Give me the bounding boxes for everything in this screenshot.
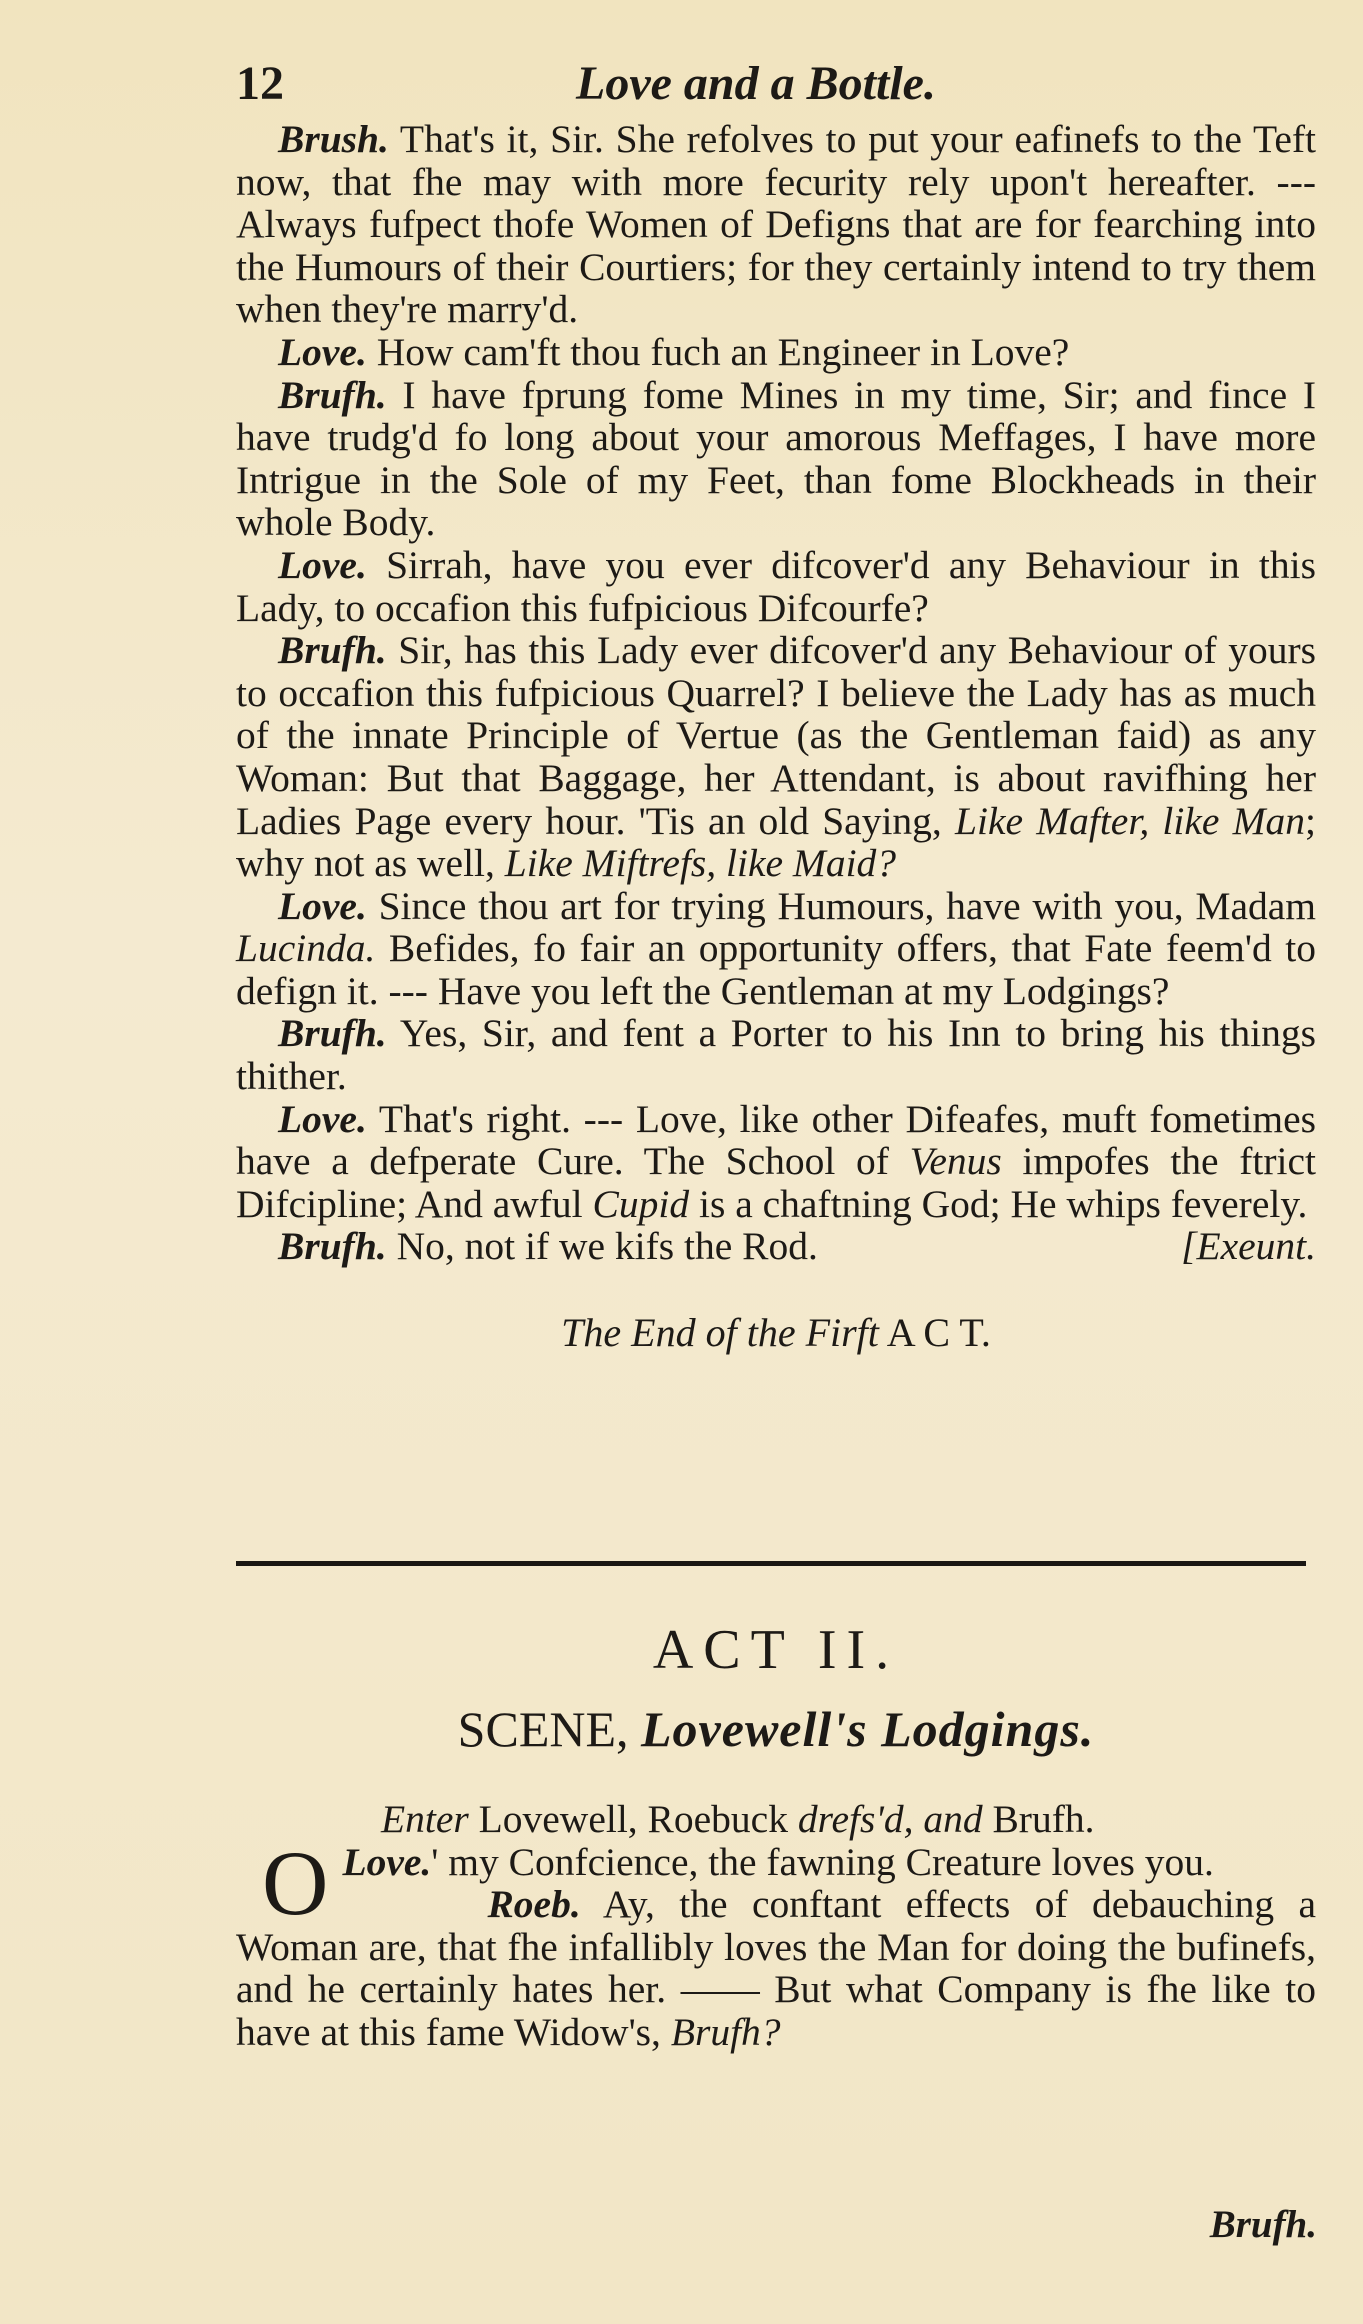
scene-location: Lovewell's Lodgings.	[641, 1701, 1095, 1757]
speech	[236, 1098, 1316, 1226]
speech-text: Since thou art for trying Humours, have with you, Madam	[366, 883, 1316, 928]
speaker-label: Love.	[342, 1839, 432, 1884]
speech-text: No, not if we kifs the Rod.	[386, 1224, 818, 1269]
stage-direction-exeunt: [Exeunt.	[1181, 1224, 1316, 1269]
italic-text: Like Mafter, like Man	[955, 798, 1306, 843]
speech-text: Brufh.	[982, 1797, 1095, 1841]
speech-roebuck	[236, 1883, 1316, 2053]
speech-text: Sir, has this Lady ever difcover'd any Behaviour of yours to occafion this fufpicious Quarrel? I believe the Lady has as much of the innate Principle of Vertue (as the Gentleman faid) as any Woman: But that Baggage, her Attendant, is about ravifhing her Ladies Page every hour. 'Tis an old Saying,	[236, 628, 1316, 843]
speech-text: impofes the ftrict Difcipline; And awful	[236, 1139, 1316, 1226]
italic-text: drefs'd, and	[797, 1797, 983, 1841]
speaker-label: Love.	[278, 329, 367, 374]
speech-text: ; why not as well,	[236, 798, 1316, 886]
page-number: 12	[236, 57, 284, 110]
speech-text: That's right. --- Love, like other Difeafes, muft fometimes have a defperate Cure. The School of	[236, 1096, 1316, 1184]
speech-text: How cam'ft thou fuch an Engineer in Love?	[366, 329, 1070, 374]
dialogue-passage-act-one	[236, 118, 1316, 1355]
speech	[236, 331, 1316, 374]
stage-direction-enter	[236, 1798, 1316, 1841]
speaker-label: Brufh.	[278, 372, 387, 417]
speech-text: is a chaftning God; He whips feverely.	[689, 1181, 1308, 1226]
running-title: Love and a Bottle.	[576, 57, 936, 110]
italic-text: Cupid	[592, 1181, 690, 1226]
speaker-label: Love.	[278, 1096, 367, 1141]
scene-prefix: SCENE,	[457, 1701, 642, 1757]
act-title: ACT II.	[652, 1619, 900, 1681]
end-of-act-line	[236, 1312, 1316, 1355]
italic-text: Lucinda.	[236, 926, 376, 971]
act-divider-rule	[236, 1561, 1306, 1566]
end-of-act-roman: A C T.	[878, 1310, 991, 1356]
speaker-label: Brufh.	[278, 1224, 387, 1269]
end-of-act-italic: The End of the Firft	[561, 1310, 879, 1356]
speech-text: Yes, Sir, and fent a Porter to his Inn to bring his things thither.	[236, 1011, 1316, 1099]
speaker-label: Brufh.	[278, 1011, 387, 1056]
scene-heading	[236, 1700, 1316, 1758]
speaker-label: Love.	[278, 883, 367, 928]
speaker-label: Brufh.	[278, 628, 387, 673]
speech-text: Befides, fo fair an opportunity offers, that Fate feem'd to defign it. --- Have you left the Gentleman at my Lodgings?	[236, 926, 1316, 1013]
speech-text: Ay, the conftant effects of debauching a Woman are, that fhe infallibly loves the Man for doing the bufinefs, and he certainly hates her. —— But what Company is fhe like to have at this fame Widow's,	[236, 1882, 1316, 2054]
italic-text: Venus	[909, 1139, 1002, 1184]
speech	[236, 374, 1316, 544]
speech	[236, 118, 1316, 331]
speech	[236, 629, 1316, 885]
speech-text: Sirrah, have you ever difcover'd any Behaviour in this Lady, to occafion this fufpicious Difcourfe?	[236, 542, 1316, 630]
speech-text: ' my Confcience, the fawning Creature loves you.	[431, 1839, 1214, 1884]
speaker-label: Brush.	[278, 117, 389, 161]
speech	[236, 1012, 1316, 1097]
italic-text: Like Miftrefs, like Maid?	[504, 841, 897, 886]
catchword: Brufh.	[1209, 2203, 1317, 2246]
italic-text: Brufh?	[670, 2009, 781, 2054]
speech-text: I have fprung fome Mines in my time, Sir; and fince I have trudg'd fo long about your amorous Meffages, I have more Intrigue in the Sole of my Feet, than fome Blockheads in their whole Body.	[236, 372, 1316, 545]
speaker-label: Roeb.	[487, 1882, 581, 1927]
speech	[236, 1225, 1316, 1268]
speech	[236, 885, 1316, 1013]
drop-cap: O	[262, 1831, 329, 1934]
speech-text: Lovewell, Roebuck	[468, 1797, 798, 1841]
speech-text: That's it, Sir. She refolves to put your eafinefs to the Teft now, that fhe may with more fecurity rely upon't hereafter. --- Always fufpect thofe Women of Defigns that are for fearching into the Humours of their Courtiers; for they certainly intend to try them when they're marry'd.	[236, 117, 1316, 332]
italic-text: Enter	[381, 1797, 469, 1841]
page-header	[236, 48, 1316, 118]
speaker-label: Love.	[278, 542, 367, 587]
dialogue-passage-act-two	[236, 1798, 1316, 2054]
speech	[236, 544, 1316, 629]
